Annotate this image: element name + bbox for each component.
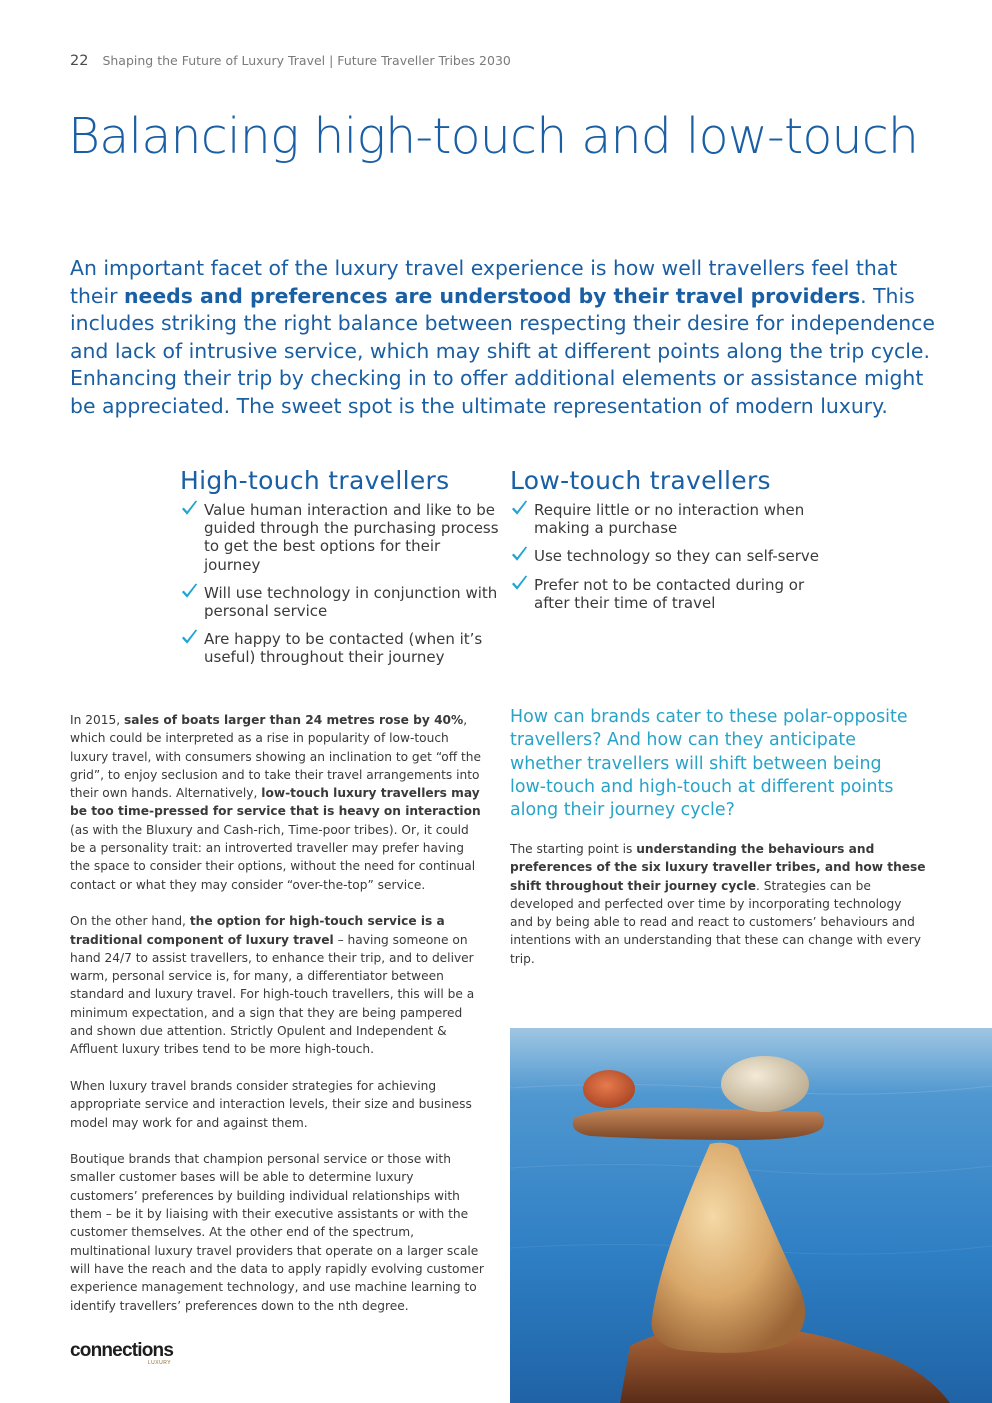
running-header: [70, 53, 511, 69]
text-run: , which could be interpreted as a rise in popularity of low-touch luxury travel, with consumers showing an inclination to get “off the grid”, to enjoy seclusion and to take their travel arrangements into their own hands. Alternatively,: [70, 713, 481, 801]
intro-text-2: . This includes striking the right balance between respecting their desire for independence and lack of intrusive service, which may shift at different points along the trip cycle. Enhancing their trip by checking in to offer additional elements or assistance might be appreciated. The sweet spot is the ultimate representation of modern luxury.: [70, 283, 935, 418]
list-item-text: Use technology so they can self-serve: [534, 547, 819, 566]
logo-wordmark: connections: [70, 1340, 174, 1361]
body-paragraph-4: Boutique brands that champion personal service or those with smaller customer bases will be able to determine luxury customers’ preferences by building individual relationships with them – be it by liaising with their executive assistants or with the customer themselves. At the other end of the spectrum, multinational luxury travel providers that operate on a larger scale will have the reach and the data to apply rapidly evolving customer experience management technology, and use machine learning to identify travellers’ preferences down to the nth degree.: [70, 1152, 484, 1313]
check-icon: [180, 499, 199, 519]
bold-run: sales of boats larger than 24 metres rose by 40%: [123, 713, 464, 727]
body-paragraph: [510, 840, 926, 968]
bold-run: low-touch luxury travellers may be too time-pressed for service that is heavy on interaction: [70, 786, 481, 819]
text-run: – having someone on hand 24/7 to assist travellers, to enhance their trip, and to deliver warm, personal service is, for many, a differentiator between standard and luxury travel. For high-touch travellers, this will be a minimum expectation, and a sign that they are being pampered and shown due attention. Strictly Opulent and Independent & Affluent luxury tribes tend to be more high-touch.: [70, 932, 475, 1057]
text-run: On the other hand,: [70, 914, 190, 929]
body-paragraph-1: [70, 711, 484, 894]
high-touch-list: [180, 501, 500, 667]
high-touch-heading: High-touch travellers: [180, 466, 450, 495]
high-touch-section: [180, 466, 500, 677]
low-touch-list: [510, 501, 830, 612]
connections-logo: [70, 1340, 174, 1366]
list-item: [180, 501, 500, 574]
balanced-stones-photo: [510, 1028, 992, 1403]
page-number: 22: [70, 53, 89, 69]
list-item: [510, 501, 830, 537]
bold-run: the option for high-touch service is a traditional component of luxury travel: [70, 914, 445, 947]
intro-emphasis: needs and preferences are understood by their travel providers: [124, 283, 861, 308]
list-item-text: Require little or no interaction when making a purchase: [534, 501, 805, 538]
low-touch-heading: Low-touch travellers: [510, 466, 771, 495]
check-icon: [510, 499, 529, 519]
left-body-text: [70, 711, 484, 1333]
text-run: In 2015,: [70, 713, 124, 727]
body-paragraph-3: When luxury travel brands consider strategies for achieving appropriate service and interaction levels, their size and business model may work for and against them.: [70, 1078, 472, 1130]
check-icon: [510, 574, 529, 594]
intro-paragraph: [70, 255, 940, 421]
pull-quote: How can brands cater to these polar-opposite travellers? And how can they anticipate whether travellers will shift between being low-touch and high-touch at different points along their journey cycle?: [510, 707, 908, 821]
list-item-text: Will use technology in conjunction with personal service: [204, 583, 498, 621]
running-title: Shaping the Future of Luxury Travel | Future Traveller Tribes 2030: [102, 53, 511, 68]
check-icon: [180, 582, 199, 602]
check-icon: [180, 628, 199, 648]
bold-run: understanding the behaviours and preferences of the six luxury traveller tribes, and how these shift throughout their journey cycle: [510, 842, 926, 893]
list-item: [180, 584, 500, 620]
list-item-text: Are happy to be contacted (when it’s useful) throughout their journey: [204, 630, 483, 667]
text-run: The starting point is: [510, 842, 637, 856]
list-item-text: Prefer not to be contacted during or after their time of travel: [534, 575, 805, 612]
list-item-text: Value human interaction and like to be guided through the purchasing process to get the best options for their journey: [204, 501, 499, 574]
intro-text-1: An important facet of the luxury travel experience is how well travellers feel that their: [70, 256, 898, 308]
right-body-text: [510, 840, 926, 986]
balanced-stones-image: [510, 1028, 992, 1403]
logo-subtitle: LUXURY: [147, 1360, 172, 1366]
text-run: . Strategies can be developed and perfected over time by incorporating technology and by being able to read and react to customers’ behaviours and intentions with an understanding that these can change with every trip.: [510, 878, 921, 966]
body-paragraph-2: [70, 912, 484, 1058]
low-touch-section: [510, 466, 830, 622]
check-icon: [510, 545, 529, 565]
list-item: [510, 576, 830, 612]
page-title: Balancing high-touch and low-touch: [68, 108, 919, 165]
list-item: [180, 630, 500, 666]
list-item: [510, 547, 830, 565]
text-run: (as with the Bluxury and Cash-rich, Time-poor tribes). Or, it could be a personality trait: an introverted traveller may prefer having the space to consider their options, without the need for continual contact or what they may consider “over-the-top” service.: [70, 822, 476, 892]
